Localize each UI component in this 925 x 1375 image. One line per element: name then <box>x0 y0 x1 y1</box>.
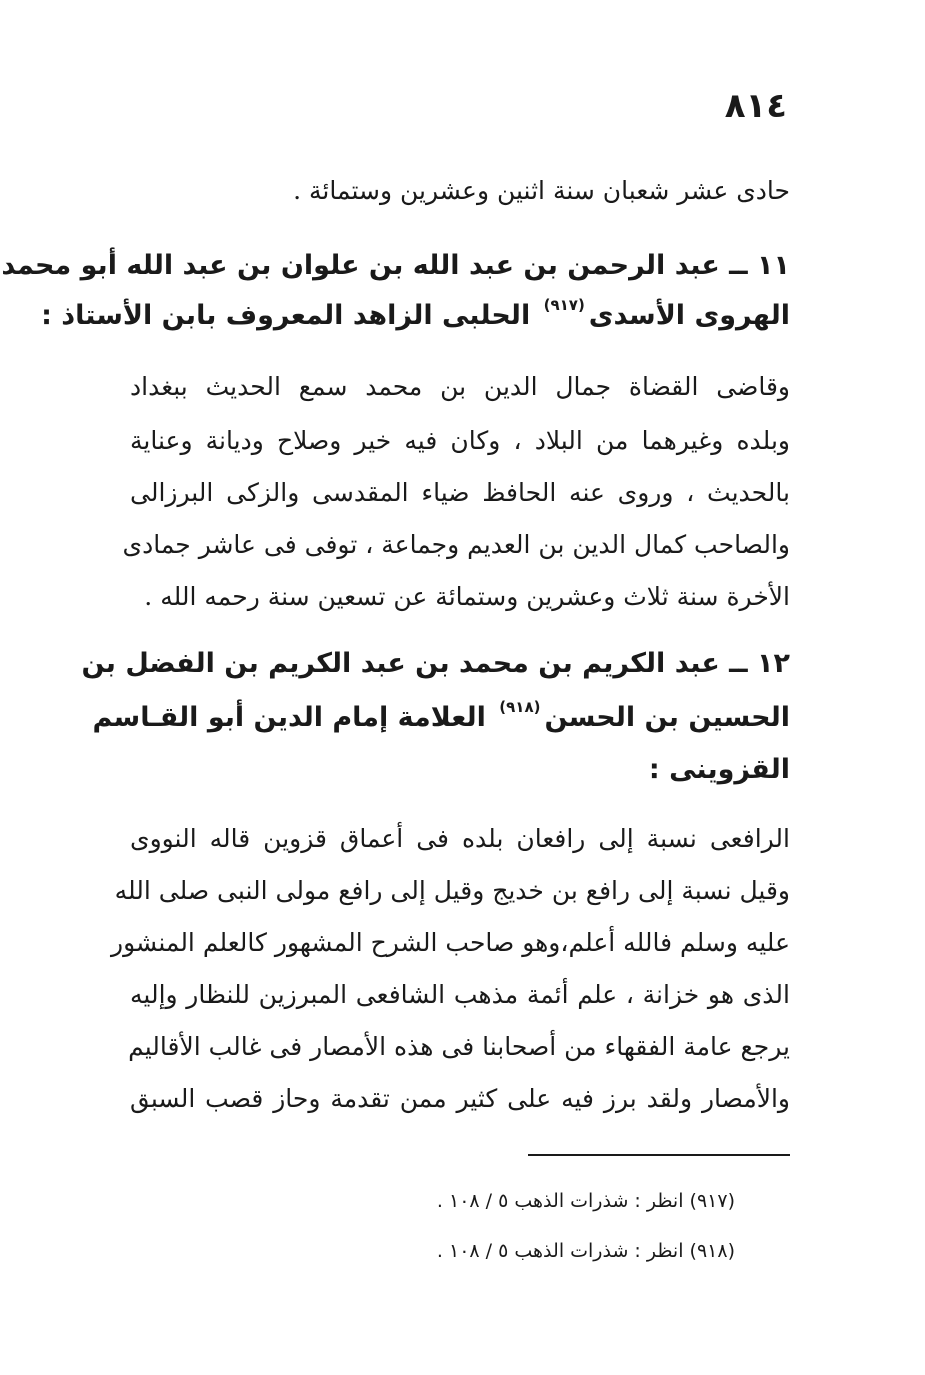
entry-11-body-line: وقاضى القضاة جمال الدين بن محمد سمع الحديث ببغداد <box>130 372 790 401</box>
entry-12-body-line: يرجع عامة الفقهاء من أصحابنا فى هذه الأمصار فى غالب الأقاليم <box>128 1032 790 1061</box>
footnote-separator <box>528 1154 790 1156</box>
footnote-ref-917: (٩١٧) <box>543 296 585 314</box>
footnote-917: (٩١٧) انظر : شذرات الذهب ٥ / ١٠٨ . <box>436 1190 735 1212</box>
entry-12-heading-part-b: العلامة إمام الدين أبو القـاسم <box>92 702 486 733</box>
entry-12-heading-line-2 <box>92 698 790 733</box>
entry-12-body-line: وقيل نسبة إلى رافع بن خديج وقيل إلى رافع مولى النبى صلى الله <box>114 876 790 905</box>
entry-11-heading-line-1: ١١ ــ عبد الرحمن بن عبد الله بن علوان بن عبد الله أبو محمد <box>1 250 790 281</box>
entry-12-heading-line-1: ١٢ ــ عبد الكريم بن محمد بن عبد الكريم بن الفضل بن <box>81 648 790 679</box>
entry-11-body-line: وبلده وغيرهما من البلاد ، وكان فيه خير وصلاح وديانة وعناية <box>130 426 790 455</box>
footnote-918: (٩١٨) انظر : شذرات الذهب ٥ / ١٠٨ . <box>436 1240 735 1262</box>
entry-12-body-line: الذى هو خزانة ، علم أئمة مذهب الشافعى المبرزين للنظار وإليه <box>130 980 790 1009</box>
entry-11-body-line: والصاحب كمال الدين بن العديم وجماعة ، توفى فى عاشر جمادى <box>122 530 790 559</box>
entry-11-body-line: الأخرة سنة ثلاث وعشرين وستمائة عن تسعين سنة رحمه الله . <box>144 582 790 611</box>
page-number: ٨١٤ <box>724 86 787 126</box>
entry-11-heading-line-2 <box>41 296 790 331</box>
entry-11-body-line: بالحديث ، وروى عنه الحافظ ضياء المقدسى والزكى البرزالى <box>130 478 790 507</box>
entry-11-heading-part-a: الهروى الأسدى <box>588 300 790 331</box>
footnote-ref-918: (٩١٨) <box>499 698 541 716</box>
entry-12-body-line: والأمصار ولقد برز فيه على كثير ممن تقدمة وحاز قصب السبق <box>130 1084 790 1113</box>
intro-line: حادى عشر شعبان سنة اثنين وعشرين وستمائة . <box>293 176 790 205</box>
entry-12-heading-line-3: القزوينى : <box>648 754 790 785</box>
entry-12-body-line: عليه وسلم فالله أعلم،وهو صاحب الشرح المشهور كالعلم المنشور <box>111 928 790 957</box>
entry-11-heading-part-b: الحلبى الزاهد المعروف بابن الأستاذ : <box>41 300 531 331</box>
entry-12-heading-part-a: الحسين بن الحسن <box>544 702 790 733</box>
entry-12-body-line: الرافعى نسبة إلى رافعان بلده فى أعماق قزوين قاله النووى <box>130 824 790 853</box>
